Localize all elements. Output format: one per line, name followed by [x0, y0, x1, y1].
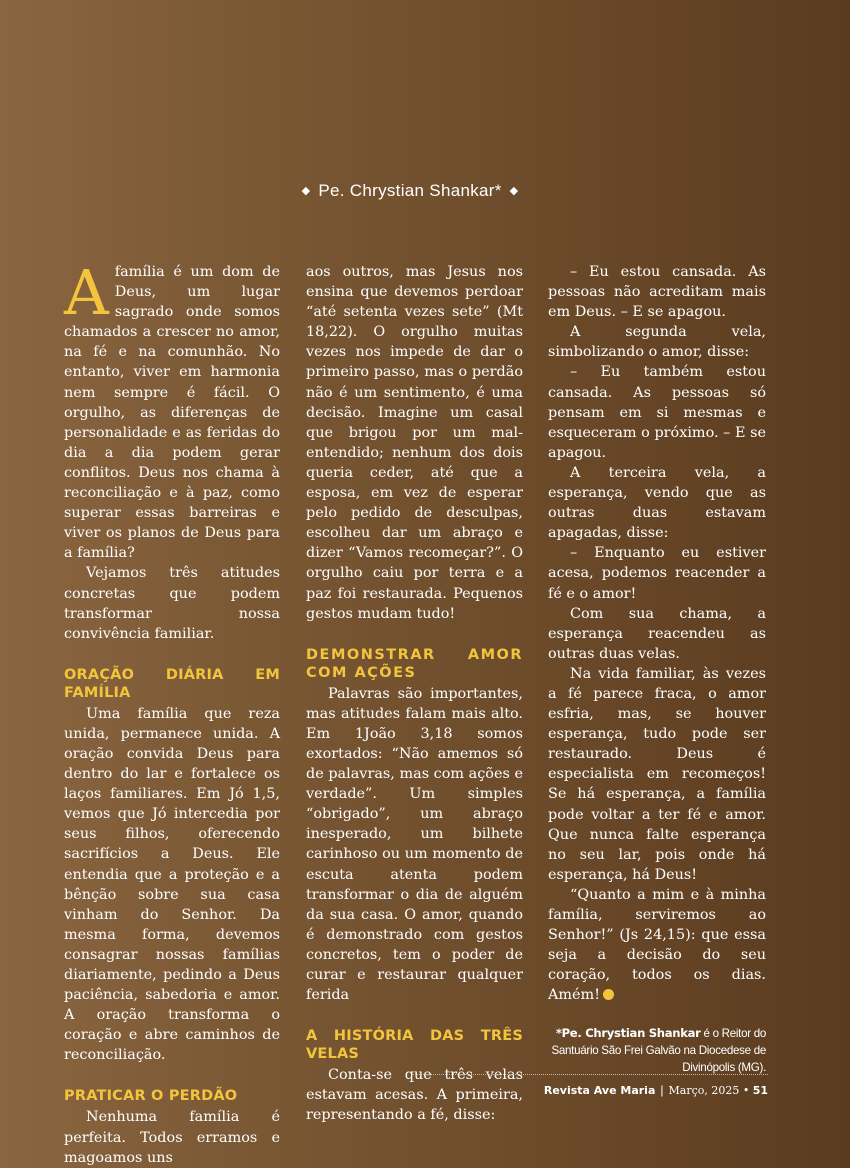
page-number: 51: [752, 1084, 768, 1097]
footer-separator: |: [660, 1083, 664, 1097]
intro-paragraph: [64, 256, 280, 563]
paragraph: Conta-se que três velas estavam acesas. A primeira, representando a fé, disse:: [306, 1067, 523, 1124]
paragraph: Vejamos três atitudes concretas que podem transformar nossa convivência familiar.: [64, 565, 280, 642]
section-heading-perdao: PRATICAR O PERDÃO: [64, 1088, 238, 1105]
intro-text: família é um dom de Deus, um lugar sagrado onde somos chamados a crescer no amor, na fé e na comunhão. No entanto, viver em harmonia nem sempre é fácil. O orgulho, as diferenças de personalidade e as feridas do dia a dia podem gerar conflitos. Deus nos chama à reconciliação e à paz, como superar essas barreiras e viver os planos de Deus para a família?: [64, 264, 280, 562]
footer-divider: [412, 1074, 768, 1075]
author-name: Pe. Chrystian Shankar*: [318, 181, 502, 200]
paragraph: A segunda vela, simbolizando o amor, disse:: [548, 324, 766, 361]
paragraph: aos outros, mas Jesus nos ensina que devemos perdoar “até setenta vezes sete” (Mt 18,22). O orgulho muitas vezes nos impede de dar o primeiro passo, mas o perdão não é um sentimento, é uma decisão. Imagine um casal que brigou por um mal-entendido; nenhum dos dois queria ceder, até que a esposa, em vez de esperar pelo pedido de desculpas, escolheu dar um abraço e dizer “Vamos recomeçar?”. O orgulho caiu por terra e a paz foi restaurada. Pequenos gestos mudam tudo!: [306, 264, 523, 622]
closing-text: “Quanto a mim e à minha família, serviremos ao Senhor!” (Js 24,15): que essa seja a decisão do seu coração, todos os dias. Amém!: [548, 886, 766, 1004]
author-bio: [548, 1025, 766, 1076]
article-column-1: [64, 256, 280, 1168]
article-column-2: [306, 262, 523, 1125]
page-footer: [544, 1083, 768, 1097]
article-column-3: [548, 262, 766, 1076]
section-heading-oracao: ORAÇÃO DIÁRIA EM FAMÍLIA: [64, 666, 280, 701]
paragraph: Com sua chama, a esperança reacendeu as outras duas velas.: [548, 605, 766, 662]
paragraph: – Eu também estou cansada. As pessoas só pensam em si mesmas e esqueceram o próximo. – E se apagou.: [548, 364, 766, 461]
bio-text: é o Reitor do Santuário São Frei Galvão na Diocedese de Divinópolis (MG).: [551, 1027, 766, 1075]
magazine-name: Revista Ave Maria: [543, 1084, 656, 1097]
section-heading-velas: A HISTÓRIA DAS TRÊS VELAS: [306, 1028, 523, 1063]
paragraph: Nenhuma família é perfeita. Todos erramos e magoamos uns: [64, 1109, 280, 1166]
paragraph: – Enquanto eu estiver acesa, podemos reacender a fé e o amor!: [548, 545, 766, 602]
section-heading-amor: DEMONSTRAR AMOR COM AÇÕES: [306, 646, 523, 681]
end-mark-icon: [603, 989, 614, 1000]
paragraph: Na vida familiar, às vezes a fé parece fraca, o amor esfria, mas, se houver esperança, tudo pode ser restaurado. Deus é especialista em recomeços! Se há esperança, a família pode voltar a ter fé e amor. Que nunca falte esperança no seu lar, pois onde há esperança, há Deus!: [548, 665, 766, 883]
paragraph: A terceira vela, a esperança, vendo que as outras duas estavam apagadas, disse:: [548, 464, 766, 542]
paragraph: Palavras são importantes, mas atitudes falam mais alto. Em 1João 3,18 somos exortados: “Não amemos só de palavras, mas com ações e verdade”. Um simples “obrigado”, um abraço inesperado, um bilhete carinhoso ou um momento de escuta atenta podem transformar o dia de alguém da sua casa. O amor, quando é demonstrado com gestos concretos, tem o poder de curar e restaurar qualquer ferida: [306, 685, 523, 1004]
paragraph: Uma família que reza unida, permanece unida. A oração convida Deus para dentro do lar e fortalece os laços familiares. Em Jó 1,5, vemos que Jó intercedia por seus filhos, oferecendo sacrifícios a Deus. Ele entendia que a proteção e a bênção sobre sua casa vinham do Senhor. Da mesma forma, devemos consagrar nossas famílias diariamente, pedindo a Deus paciência, sabedoria e amor. A oração transforma o coração e abre caminhos de reconciliação.: [64, 705, 280, 1064]
diamond-icon: ◆: [509, 185, 519, 197]
drop-cap: A: [64, 256, 109, 329]
author-byline: [0, 181, 820, 201]
diamond-icon: ◆: [301, 185, 311, 197]
paragraph: – Eu estou cansada. As pessoas não acreditam mais em Deus. – E se apagou.: [548, 264, 766, 321]
issue-date: Março, 2025 •: [668, 1084, 750, 1097]
closing-paragraph: [548, 885, 766, 1006]
bio-name: *Pe. Chrystian Shankar: [555, 1026, 701, 1041]
